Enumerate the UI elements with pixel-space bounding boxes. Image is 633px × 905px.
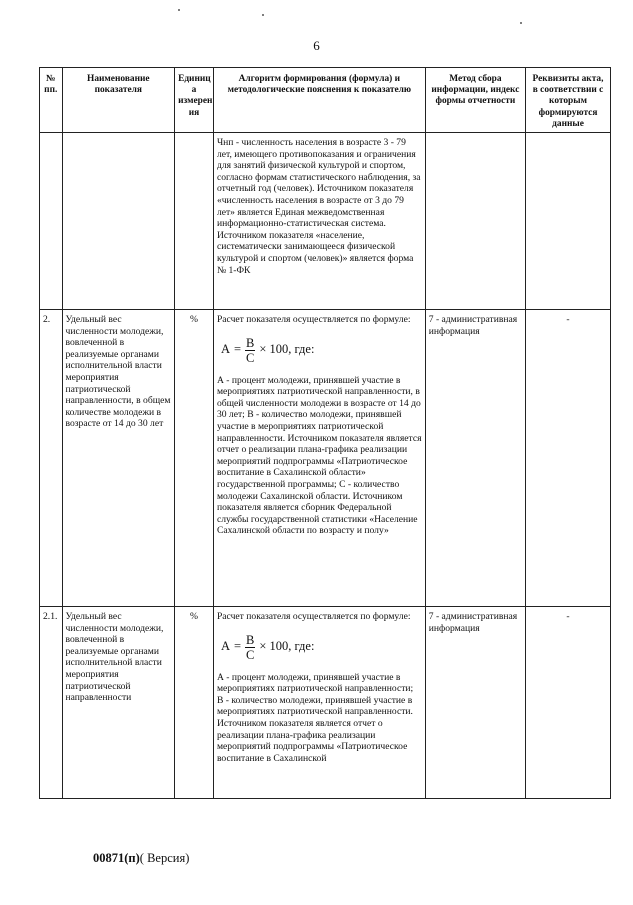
header-algorithm: Алгоритм формирования (формула) и методологические пояснения к показателю: [213, 68, 425, 133]
algorithm-intro: Расчет показателя осуществляется по формуле:: [216, 611, 411, 623]
formula-eq: =: [233, 342, 242, 357]
scan-speck: [520, 22, 522, 24]
table-header-row: [40, 68, 611, 133]
indicator-table: [39, 67, 611, 799]
table-row: [40, 310, 611, 607]
formula-eq: =: [233, 639, 242, 654]
formula-denominator: С: [246, 647, 255, 662]
cell-no: 2.1.: [40, 607, 63, 799]
cell-unit: %: [175, 607, 214, 799]
header-name: Наименование показателя: [62, 68, 175, 133]
header-no: № пп.: [40, 68, 63, 133]
algorithm-explanation: А - процент молодежи, принявшей участие в мероприятиях патриотической направленности, в общей численности молодежи в возрасте от 14 до 30 лет; В - количество молодежи, принявшей участие в мероприятиях патриотической направленности. Источником показателя является отчет о реализации плана-графика реализации мероприятий подпрограммы «Патриотическое воспитание в Сахалинской области» государственной программы; С - количество молодежи Сахалинской области. Источником показателя является сборник Федеральной службы государственной статистики «Население Сахалинской области по возрасту и полу»: [216, 374, 422, 537]
formula-numerator: В: [246, 335, 255, 350]
cell-unit: [175, 133, 214, 310]
formula-lhs: А: [220, 342, 230, 357]
cell-requisites: [526, 133, 611, 310]
scan-speck: [178, 9, 180, 11]
formula-lhs: А: [220, 639, 230, 654]
cell-algorithm: [213, 607, 425, 799]
cell-algorithm: Чнп - численность населения в возрасте 3 - 79 лет, имеющего противопоказания и ограничения для занятий физической культурой и спортом, согласно формам статистического наблюдения, за отчетный год (человек). Источником показателя «численность населения в возрасте от 3 до 79 лет» является Единая межведомственная информационно-статистическая система. Источником показателя «население, систематически занимающееся физической культурой и спортом (человек)» является форма № 1-ФК: [213, 133, 425, 310]
document-code: 00871(п): [93, 851, 140, 865]
page-number: 6: [313, 38, 320, 53]
formula-denominator: С: [246, 350, 255, 365]
scan-speck: [262, 14, 264, 16]
header-method: Метод сбора информации, индекс формы отчетности: [425, 68, 525, 133]
formula: [221, 633, 422, 662]
formula-numerator: В: [246, 632, 255, 647]
formula-tail: × 100, где:: [259, 342, 315, 357]
formula-fraction: [245, 633, 255, 662]
algorithm-intro: Расчет показателя осуществляется по формуле:: [216, 314, 411, 326]
cell-name: Удельный вес численности молодежи, вовлеченной в реализуемые органами исполнительной власти мероприятия патриотической направленности, в общем количестве молодежи в возрасте от 14 до 30 лет: [62, 310, 175, 607]
cell-unit: %: [175, 310, 214, 607]
cell-method: [425, 133, 525, 310]
header-requisites: Реквизиты акта, в соответствии с которым формируются данные: [526, 68, 611, 133]
document-version: ( Версия): [139, 851, 190, 865]
formula-fraction: [245, 336, 255, 365]
cell-algorithm: [213, 310, 425, 607]
cell-name: Удельный вес численности молодежи, вовлеченной в реализуемые органами исполнительной власти мероприятия патриотической направленности: [62, 607, 175, 799]
cell-no: [40, 133, 63, 310]
formula: [221, 336, 422, 365]
table-row: [40, 133, 611, 310]
cell-method: 7 - административная информация: [425, 607, 525, 799]
header-unit: Единиц а измерен ия: [175, 68, 214, 133]
table-row: [40, 607, 611, 799]
cell-requisites: -: [526, 310, 611, 607]
document-footer: [93, 851, 189, 866]
formula-tail: × 100, где:: [259, 639, 315, 654]
cell-requisites: -: [526, 607, 611, 799]
cell-no: 2.: [40, 310, 63, 607]
cell-name: [62, 133, 175, 310]
algorithm-explanation: А - процент молодежи, принявшей участие в мероприятиях патриотической направленности; В - количество молодежи, принявшей участие в мероприятиях патриотической направленности. Источником показателя является отчет о реализации плана-графика реализации мероприятий подпрограммы «Патриотическое воспитание в Сахалинской: [216, 671, 414, 764]
cell-method: 7 - административная информация: [425, 310, 525, 607]
